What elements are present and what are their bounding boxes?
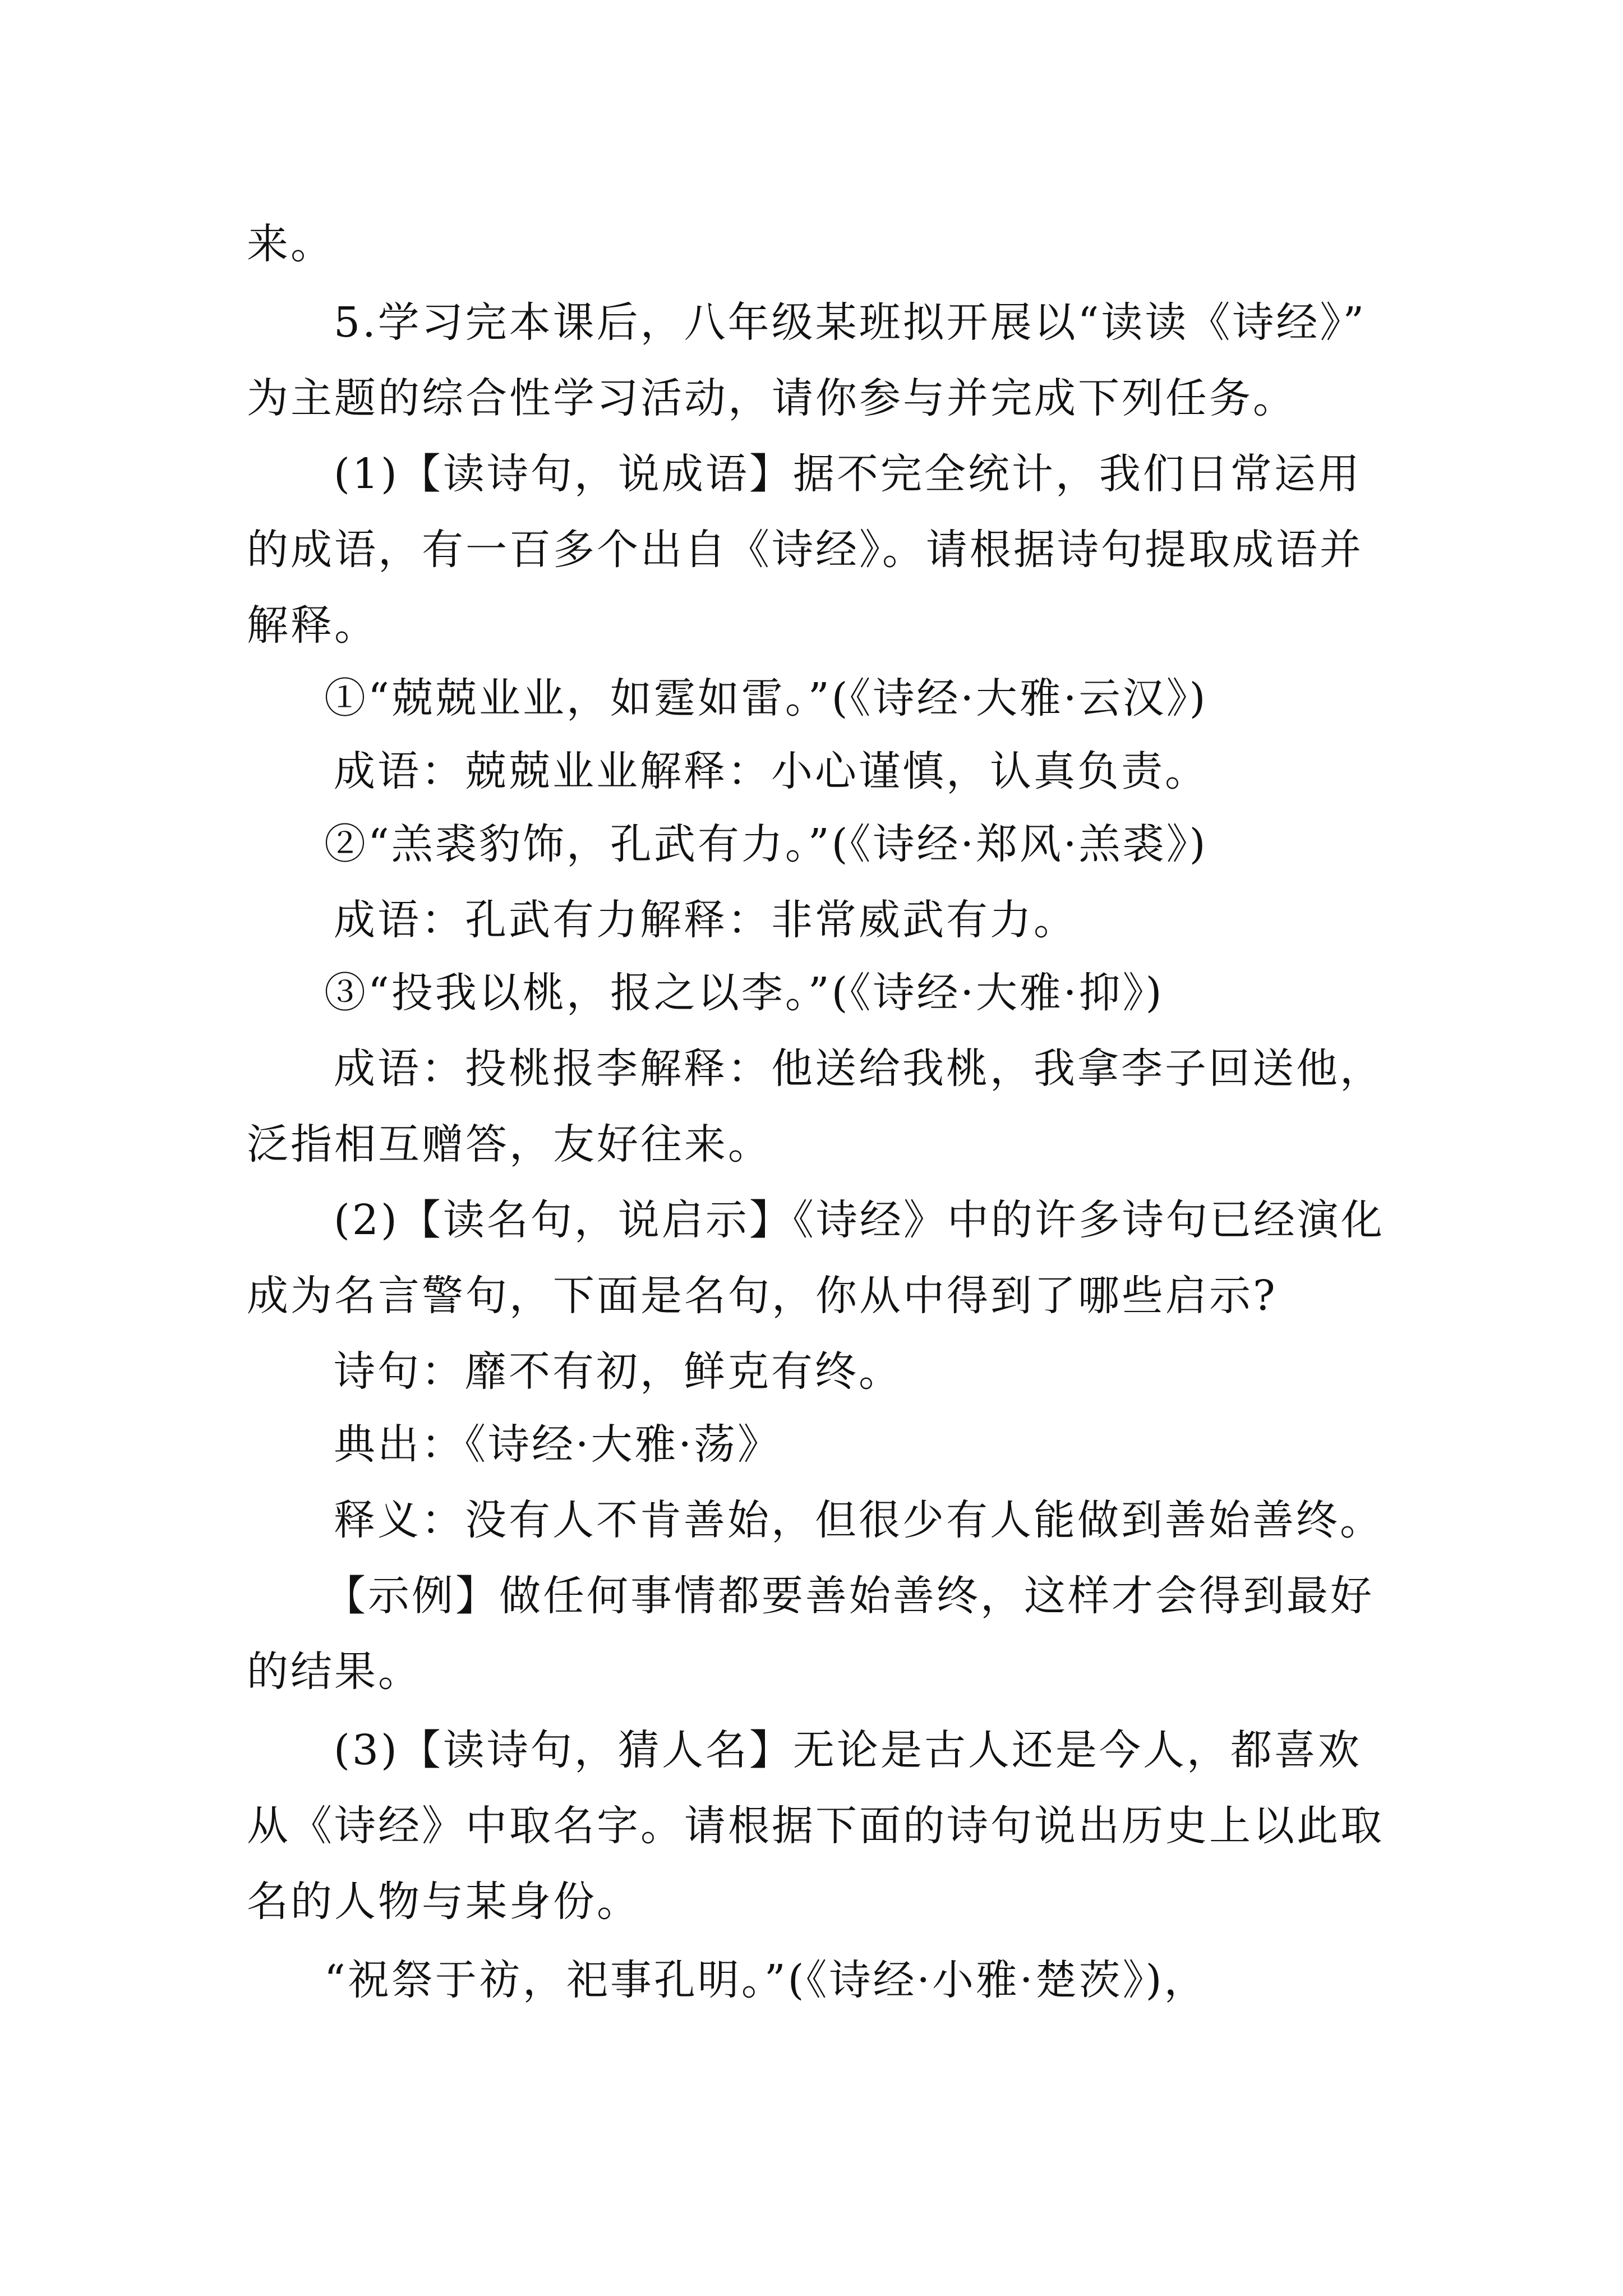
verse-line: 诗句：靡不有初，鲜克有终。 [334, 1347, 902, 1396]
text-line: 为主题的综合性学习活动，请你参与并完成下列任务。 [247, 374, 1297, 422]
text-line: 解释。 [247, 601, 378, 650]
task-2-heading: (2)【读名句，说启示】《诗经》中的许多诗句已经演化 [334, 1196, 1385, 1244]
question-5-intro: 5.学习完本课后，八年级某班拟开展以“读读《诗经》” [334, 298, 1367, 347]
poem-item-3: ③“投我以桃，报之以李。”(《诗经·大雅·抑》) [324, 969, 1164, 1017]
poem-quote: “祝祭于祊，祀事孔明。”(《诗经·小雅·楚茨》)， [324, 1956, 1208, 2004]
source-line: 典出：《诗经·大雅·荡》 [334, 1420, 782, 1469]
task-3-heading: (3)【读诗句，猜人名】无论是古人还是今人，都喜欢 [334, 1726, 1362, 1774]
idiom-answer-1: 成语：兢兢业业解释：小心谨慎，认真负责。 [334, 747, 1209, 795]
text-line: 的结果。 [247, 1648, 422, 1696]
text-line: 的成语，有一百多个出自《诗经》。请根据诗句提取成语并 [247, 526, 1363, 574]
meaning-line: 释义：没有人不肯善始，但很少有人能做到善始善终。 [334, 1496, 1384, 1544]
idiom-answer-2: 成语：孔武有力解释：非常威武有力。 [334, 896, 1077, 944]
text-line: 名的人物与某身份。 [247, 1878, 640, 1926]
task-1-heading: (1)【读诗句，说成语】据不完全统计，我们日常运用 [334, 450, 1362, 498]
idiom-answer-3: 成语：投桃报李解释：他送给我桃，我拿李子回送他， [334, 1045, 1384, 1093]
text-line: 泛指相互赠答，友好往来。 [247, 1120, 772, 1168]
poem-item-2: ②“羔裘豹饰，孔武有力。”(《诗经·郑风·羔裘》) [324, 820, 1208, 868]
poem-item-1: ①“兢兢业业，如霆如雷。”(《诗经·大雅·云汉》) [324, 674, 1208, 723]
text-line: 来。 [247, 220, 334, 268]
example-line: 【示例】做任何事情都要善始善终，这样才会得到最好 [324, 1572, 1374, 1620]
text-line: 从《诗经》中取名字。请根据下面的诗句说出历史上以此取 [247, 1802, 1384, 1850]
text-line: 成为名言警句，下面是名句，你从中得到了哪些启示? [247, 1272, 1278, 1320]
